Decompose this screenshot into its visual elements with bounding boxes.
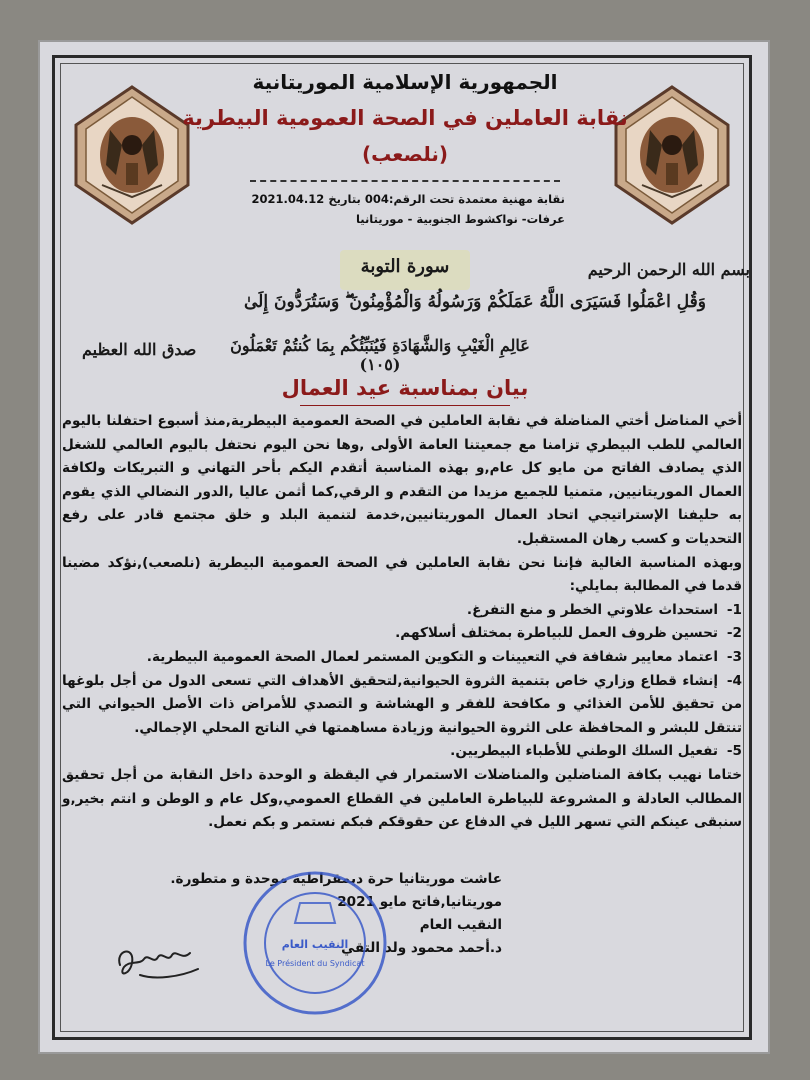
registration-line: نقابة مهنية معتمدة تحت الرقم:004 بتاريخ 2021.04.12 (251, 192, 565, 206)
stamp-middle-text: Le Président du Syndicat (265, 959, 365, 968)
signer-role: النقيب العام (419, 917, 502, 933)
verse-line-2: عَالِمِ الْغَيْبِ وَالشَّهَادَةِ فَيُنَبِّئُكُم بِمَا كُنتُمْ تَعْمَلُونَ (١٠٥) (230, 336, 530, 374)
closing-slogan: عاشت موريتانيا حرة ديمقراطية موحدة و متطورة. (170, 871, 502, 887)
demand-item: 2-تحسين ظروف العمل للبياطرة بمختلف أسلاكهم. (395, 625, 742, 642)
paragraph-intro: أخي المناضل أختي المناضلة في نقابة العاملين في الصحة العمومية البيطرية,منذ أسبوع احتفلنا باليوم العالمي للطب البيطري تزامنا مع جمعيتنا العامة الأولى ,وها نحن اليوم نحتفل باليوم العالمي للشغل الذي يصادف الفاتح من مايو كل عام,و بهذه المناسبة أتقدم اليكم بأحر التهاني و التبريكات ولكافة العمال الموريتانيين, متمنيا للجميع مزيدا من التقدم و الرقي,كما أثمن عاليا ,الدور النضالي الذي يقوم به حليفنا الإستراتيجي اتحاد العمال الموريتانيين,خدمة لتنمية البلد و خلق مجتمع قادر على رفع التحديات و كسب رهان المستقبل. (62, 413, 742, 547)
demand-item: 4-إنشاء قطاع وزاري خاص بتنمية الثروة الحيوانية,لتحقيق الأهداف التي تسعى الدول من أجل بلوغها من تحقيق للأمن الغذائي و مكافحة للفقر و الهشاشة و التصدي للأمراض ذات الأصل الحيواني التي تنتقل للبشر و المحافظة على الثروة الحيوانية وزيادة مساهمتها في الناتج المحلي الإجمالي. (62, 672, 742, 736)
basmala-text: بسم الله الرحمن الرحيم (587, 260, 750, 279)
demand-item: 5-تفعيل السلك الوطني للأطباء البيطريين. (450, 743, 742, 760)
demand-item: 1-استحداث علاوتي الخطر و منع التفرغ. (466, 601, 742, 618)
country-name: الجمهورية الإسلامية الموريتانية (252, 70, 558, 94)
header-divider (250, 180, 560, 182)
verse-line-1: وَقُلِ اعْمَلُوا فَسَيَرَى اللَّهُ عَمَلَكُمْ وَرَسُولُهُ وَالْمُؤْمِنُونَ ۖ وَسَتُرَدُّونَ إِلَىٰ (244, 292, 706, 312)
closing-date: موريتانيا,فاتح مايو 2021 (337, 894, 502, 910)
handwritten-signature (110, 935, 210, 990)
paragraph-closing: ختاما نهيب بكافة المناضلين والمناضلات الاستمرار في اليقظة و الوحدة داخل النقابة من أجل تحقيق المطالب العادلة و المشروعة للبياطرة العاملين في القطاع العمومي,وكل عام و الوطن و انتم بخير,و سنبقى عينكم التي تسهر الليل في الدفاع عن حقوقكم فبكم نستمر و بكم نعمل. (62, 766, 742, 831)
statement-body (62, 410, 742, 835)
stamp-top-text: النقيب العام (281, 938, 349, 951)
surah-name: سورة التوبة (340, 250, 470, 290)
union-acronym: (نلصعب) (361, 142, 449, 166)
paragraph-demands-intro: وبهذه المناسبة الغالية فإننا نحن نقابة العاملين في الصحة العمومية البيطرية (نلصعب),نؤكد مضينا قدما في المطالبة بمايلي: (62, 554, 742, 595)
demand-item: 3-اعتماد معايير شفافة في التعيينات و التكوين المستمر لعمال الصحة العمومية البيطرية. (146, 648, 742, 665)
document-title: بيان بمناسبة عيد العمال (281, 376, 529, 400)
location-line: عرفات- نواكشوط الجنوبية - موريتانيا (355, 212, 565, 226)
title-underline (300, 405, 510, 406)
official-stamp (240, 868, 390, 1018)
sadaqa-text: صدق الله العظيم (82, 340, 197, 359)
union-name: نقابة العاملين في الصحة العمومية البيطرية (182, 106, 628, 130)
signer-name: د.أحمد محمود ولد التقي (341, 940, 502, 956)
